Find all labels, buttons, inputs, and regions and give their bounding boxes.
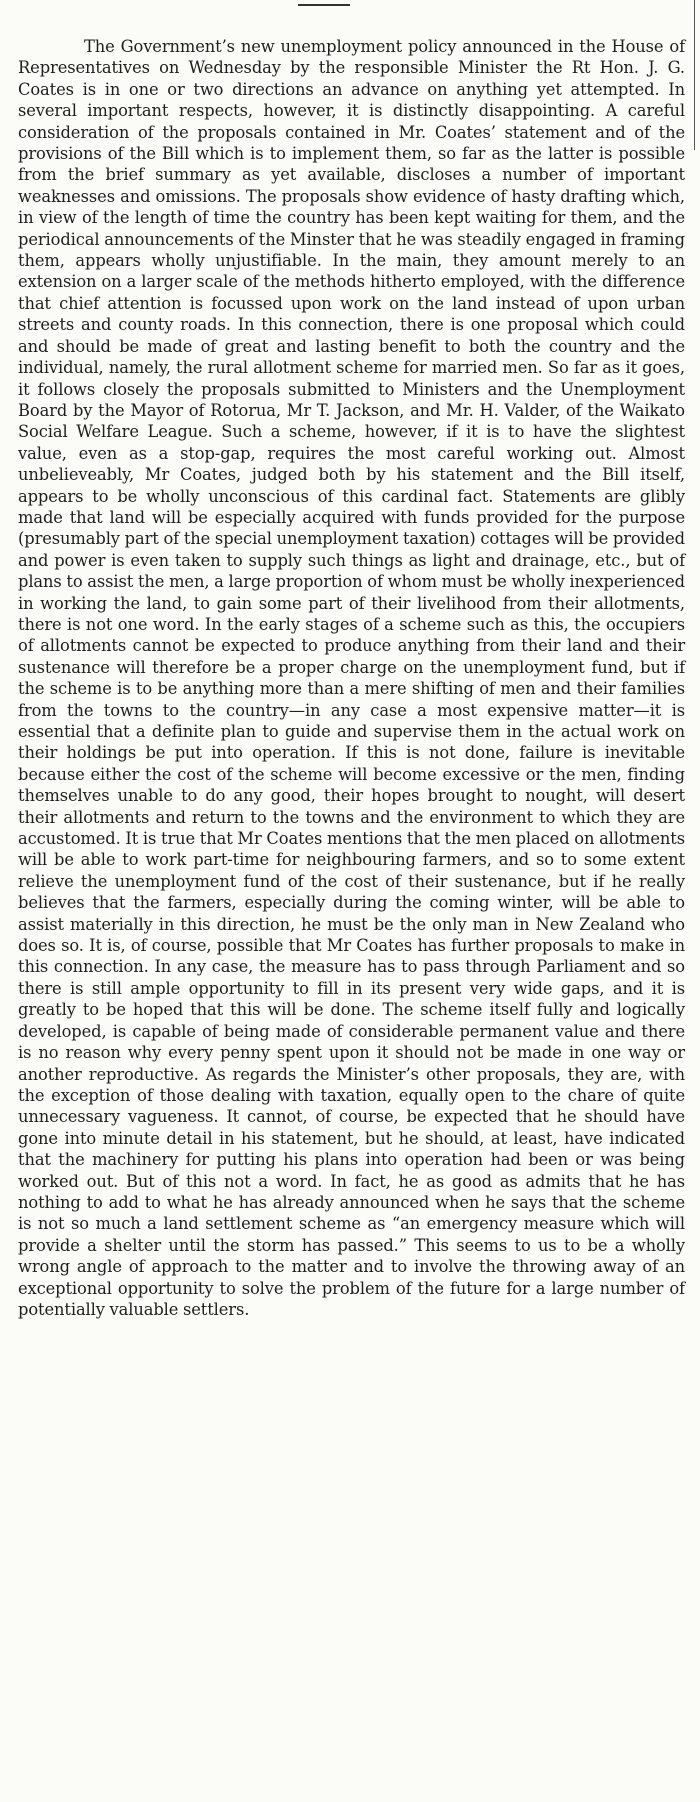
article-column (18, 36, 685, 1320)
article-paragraph: The Government’s new unemployment policy announced in the House of Representatives on Wednesday by the responsible Minister the Rt Hon. J. G. Coates is in one or two directions an advance on anything yet attempted. In several important respects, however, it is distinctly disappointing. A careful consideration of the proposals contained in Mr. Coates’ statement and of the provisions of the Bill which is to implement them, so far as the latter is possible from the brief summary as yet available, discloses a number of important weaknesses and omissions. The proposals show evidence of hasty drafting which, in view of the length of time the country has been kept waiting for them, and the periodical announcements of the Minster that he was steadily engaged in framing them, appears wholly unjustifiable. In the main, they amount merely to an extension on a larger scale of the methods hitherto employed, with the difference that chief attention is focussed upon work on the land instead of upon urban streets and county roads. In this connection, there is one proposal which could and should be made of great and lasting benefit to both the country and the individual, namely, the rural allotment scheme for married men. So far as it goes, it follows closely the proposals submitted to Ministers and the Unemployment Board by the Mayor of Rotorua, Mr T. Jackson, and Mr. H. Valder, of the Waikato Social Welfare League. Such a scheme, however, if it is to have the slightest value, even as a stop-gap, requires the most careful working out. Almost unbelieveably, Mr Coates, judged both by his statement and the Bill itself, appears to be wholly unconscious of this cardinal fact. Statements are glibly made that land will be especially acquired with funds provided for the purpose (presumably part of the special unemployment taxation) cottages will be provided and power is even taken to supply such things as light and drainage, etc., but of plans to assist the men, a large proportion of whom must be wholly inexperienced in working the land, to gain some part of their livelihood from their allotments, there is not one word. In the early stages of a scheme such as this, the occupiers of allotments cannot be expected to produce anything from their land and their sustenance will therefore be a proper charge on the unemployment fund, but if the scheme is to be anything more than a mere shifting of men and their families from the towns to the country—in any case a most expensive matter—it is essential that a definite plan to guide and supervise them in the actual work on their holdings be put into operation. If this is not done, failure is inevitable because either the cost of the scheme will become excessive or the men, finding themselves unable to do any good, their hopes brought to nought, will desert their allotments and return to the towns and the environment to which they are accustomed. It is true that Mr Coates mentions that the men placed on allotments will be able to work part-time for neighbouring farmers, and so to some extent relieve the unemployment fund of the cost of their sustenance, but if he really believes that the farmers, especially during the coming winter, will be able to assist materially in this direction, he must be the only man in New Zealand who does so. It is, of course, possible that Mr Coates has further proposals to make in this connection. In any case, the measure has to pass through Parliament and so there is still ample opportunity to fill in its present very wide gaps, and it is greatly to be hoped that this will be done. The scheme itself fully and logically developed, is capable of being made of considerable permanent value and there is no reason why every penny spent upon it should not be made in one way or another reproductive. As regards the Minister’s other proposals, they are, with the exception of those dealing with taxation, equally open to the chare of quite unnecessary vagueness. It cannot, of course, be expected that he should have gone into minute detail in his statement, but he should, at least, have indicated that the machinery for putting his plans into operation had been or was being worked out. But of this not a word. In fact, he as good as admits that he has nothing to add to what he has already announced when he says that the scheme is not so much a land settlement scheme as “an emergency measure which will provide a shelter until the storm has passed.” This seems to us to be a wholly wrong angle of approach to the matter and to involve the throwing away of an exceptional opportunity to solve the problem of the future for a large number of potentially valuable settlers. (18, 37, 685, 1319)
column-rule (694, 0, 695, 150)
header-rule (298, 4, 350, 6)
